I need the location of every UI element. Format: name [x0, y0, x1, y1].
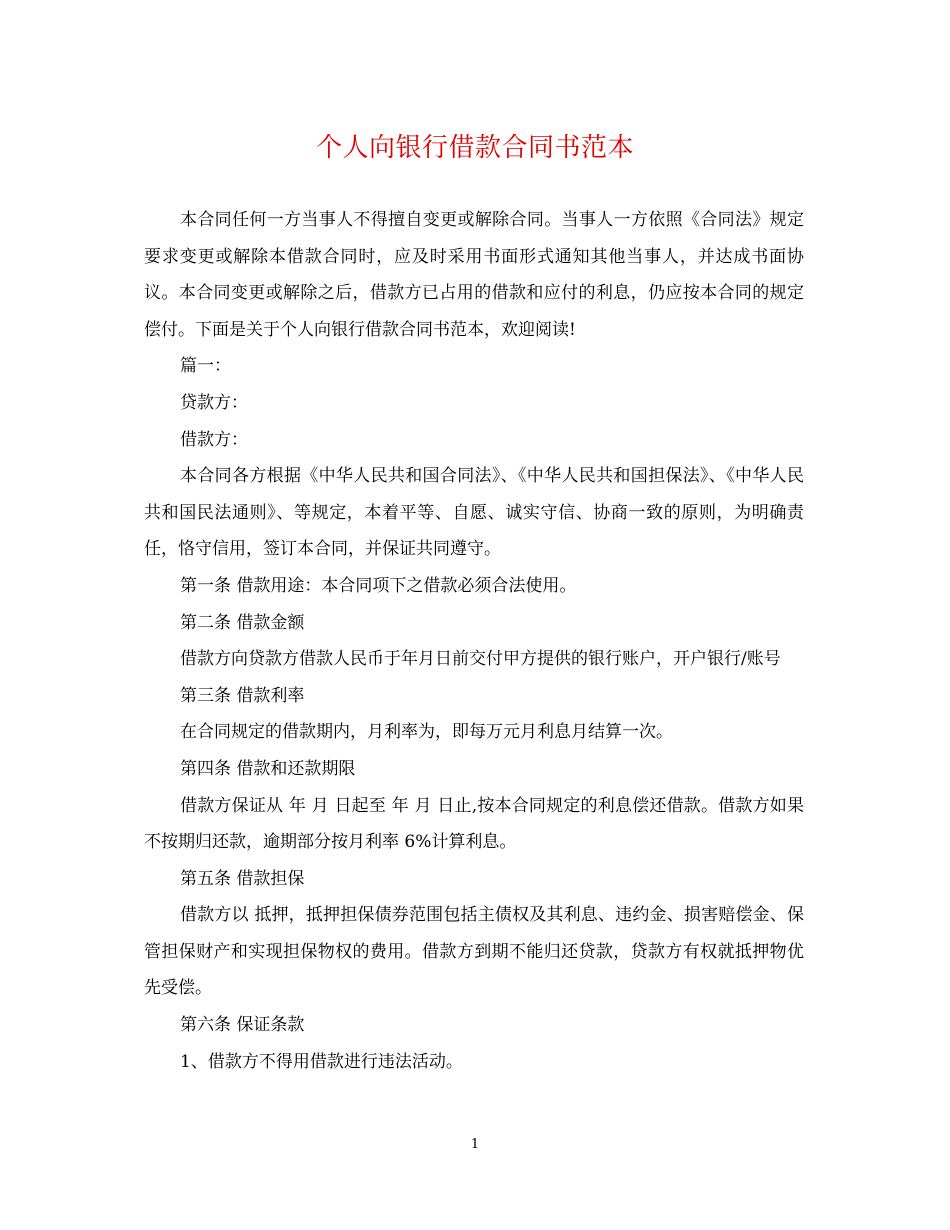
paragraph-article-5-heading: 第五条 借款担保: [180, 868, 305, 889]
paragraph-article-3-body: 在合同规定的借款期内，月利率为，即每万元月利息月结算一次。: [180, 722, 673, 743]
paragraph-intro: 本合同任何一方当事人不得擅自变更或解除合同。当事人一方依照《合同法》规定要求变更或解除本借款合同时，应及时采用书面形式通知其他当事人，并达成书面协议。本合同变更或解除之后，借款方已占用的借款和应付的利息，仍应按本合同的规定偿付。下面是关于个人向银行借款合同书范本，欢迎阅读!: [144, 210, 804, 340]
paragraph-article-4-heading: 第四条 借款和还款期限: [180, 758, 356, 779]
page-number: 1: [470, 1137, 480, 1152]
paragraph-article-2-heading: 第二条 借款金额: [180, 612, 305, 633]
paragraph-section-label: 篇一：: [180, 356, 231, 377]
paragraph-legal-basis: 本合同各方根据《中华人民共和国合同法》、《中华人民共和国担保法》、《中华人民共和国民法通则》、等规定，本着平等、自愿、诚实守信、协商一致的原则，为明确责任，恪守信用，签订本合同，并保证共同遵守。: [144, 466, 804, 560]
paragraph-lender: 贷款方：: [180, 392, 248, 413]
paragraph-article-1: 第一条 借款用途：本合同项下之借款必须合法使用。: [180, 575, 577, 596]
paragraph-article-6-item-1: 1、借款方不得用借款进行违法活动。: [180, 1051, 463, 1072]
paragraph-borrower: 借款方：: [180, 429, 248, 450]
document-title: 个人向银行借款合同书范本: [315, 133, 634, 163]
paragraph-article-4-body: 借款方保证从 年 月 日起至 年 月 日止,按本合同规定的利息偿还借款。借款方如果不按期归还款，逾期部分按月利率 6%计算利息。: [144, 795, 804, 853]
document-body: [144, 202, 804, 1080]
paragraph-article-6-heading: 第六条 保证条款: [180, 1015, 305, 1036]
paragraph-article-2-body: 借款方向贷款方借款人民币于年月日前交付甲方提供的银行账户，开户银行/账号: [180, 649, 781, 670]
paragraph-article-3-heading: 第三条 借款利率: [180, 685, 305, 706]
paragraph-article-5-body: 借款方以 抵押，抵押担保债券范围包括主债权及其利息、违约金、损害赔偿金、保管担保财产和实现担保物权的费用。借款方到期不能归还贷款，贷款方有权就抵押物优先受偿。: [144, 905, 804, 999]
